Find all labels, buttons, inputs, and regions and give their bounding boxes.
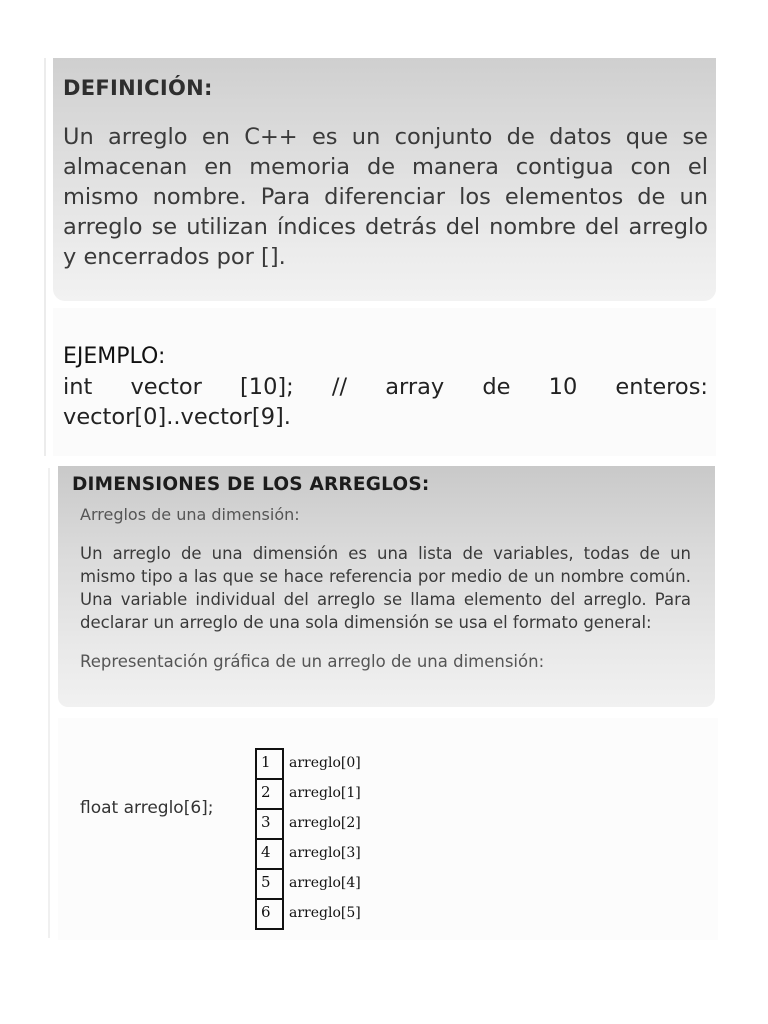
array-cell <box>255 778 361 808</box>
dimensions-subtitle: Arreglos de una dimensión: <box>80 505 300 524</box>
definition-panel <box>53 58 716 301</box>
cell-number: 3 <box>261 813 271 831</box>
definition-title: DEFINICIÓN: <box>63 76 213 100</box>
array-cell <box>255 838 361 868</box>
cell-label: arreglo[4] <box>289 875 361 891</box>
dimensions-body: Un arreglo de una dimensión es una lista de variables, todas de un mismo tipo a las que se hace referencia por medio de un nombre común. Una variable individual del arreglo se llama elemento del arreglo. Para declarar un arreglo de una sola dimensión se usa el formato general: <box>80 544 691 632</box>
example-title: EJEMPLO: <box>63 344 166 369</box>
cell-number: 2 <box>261 783 271 801</box>
cell-label: arreglo[1] <box>289 785 361 801</box>
left-border-line <box>44 58 46 456</box>
example-code: int vector [10]; // array de 10 enteros: vector[0]..vector[9]. <box>63 374 708 430</box>
example-section <box>53 308 716 456</box>
array-figure <box>58 718 718 940</box>
array-declaration: float arreglo[6]; <box>80 798 214 818</box>
array-cell <box>255 898 361 930</box>
cell-label: arreglo[0] <box>289 755 361 771</box>
cell-label: arreglo[5] <box>289 905 361 921</box>
left-border-line-2 <box>48 468 50 938</box>
cell-label: arreglo[2] <box>289 815 361 831</box>
dimensions-panel <box>58 466 715 707</box>
dimensions-title: DIMENSIONES DE LOS ARREGLOS: <box>72 474 430 495</box>
cell-number: 5 <box>261 873 271 891</box>
definition-text: Un arreglo en C++ es un conjunto de datos que se almacenan en memoria de manera contigua con el mismo nombre. Para diferenciar los elementos de un arreglo se utilizan índices detrás del nombre del arreglo y encerrados por []. <box>63 124 708 270</box>
cell-number: 1 <box>261 753 271 771</box>
array-cell <box>255 808 361 838</box>
cell-number: 4 <box>261 843 271 861</box>
cell-number: 6 <box>261 903 271 921</box>
representation-caption: Representación gráfica de un arreglo de una dimensión: <box>80 652 545 671</box>
array-cell <box>255 868 361 898</box>
array-cells <box>255 748 361 930</box>
array-cell <box>255 748 361 778</box>
cell-label: arreglo[3] <box>289 845 361 861</box>
